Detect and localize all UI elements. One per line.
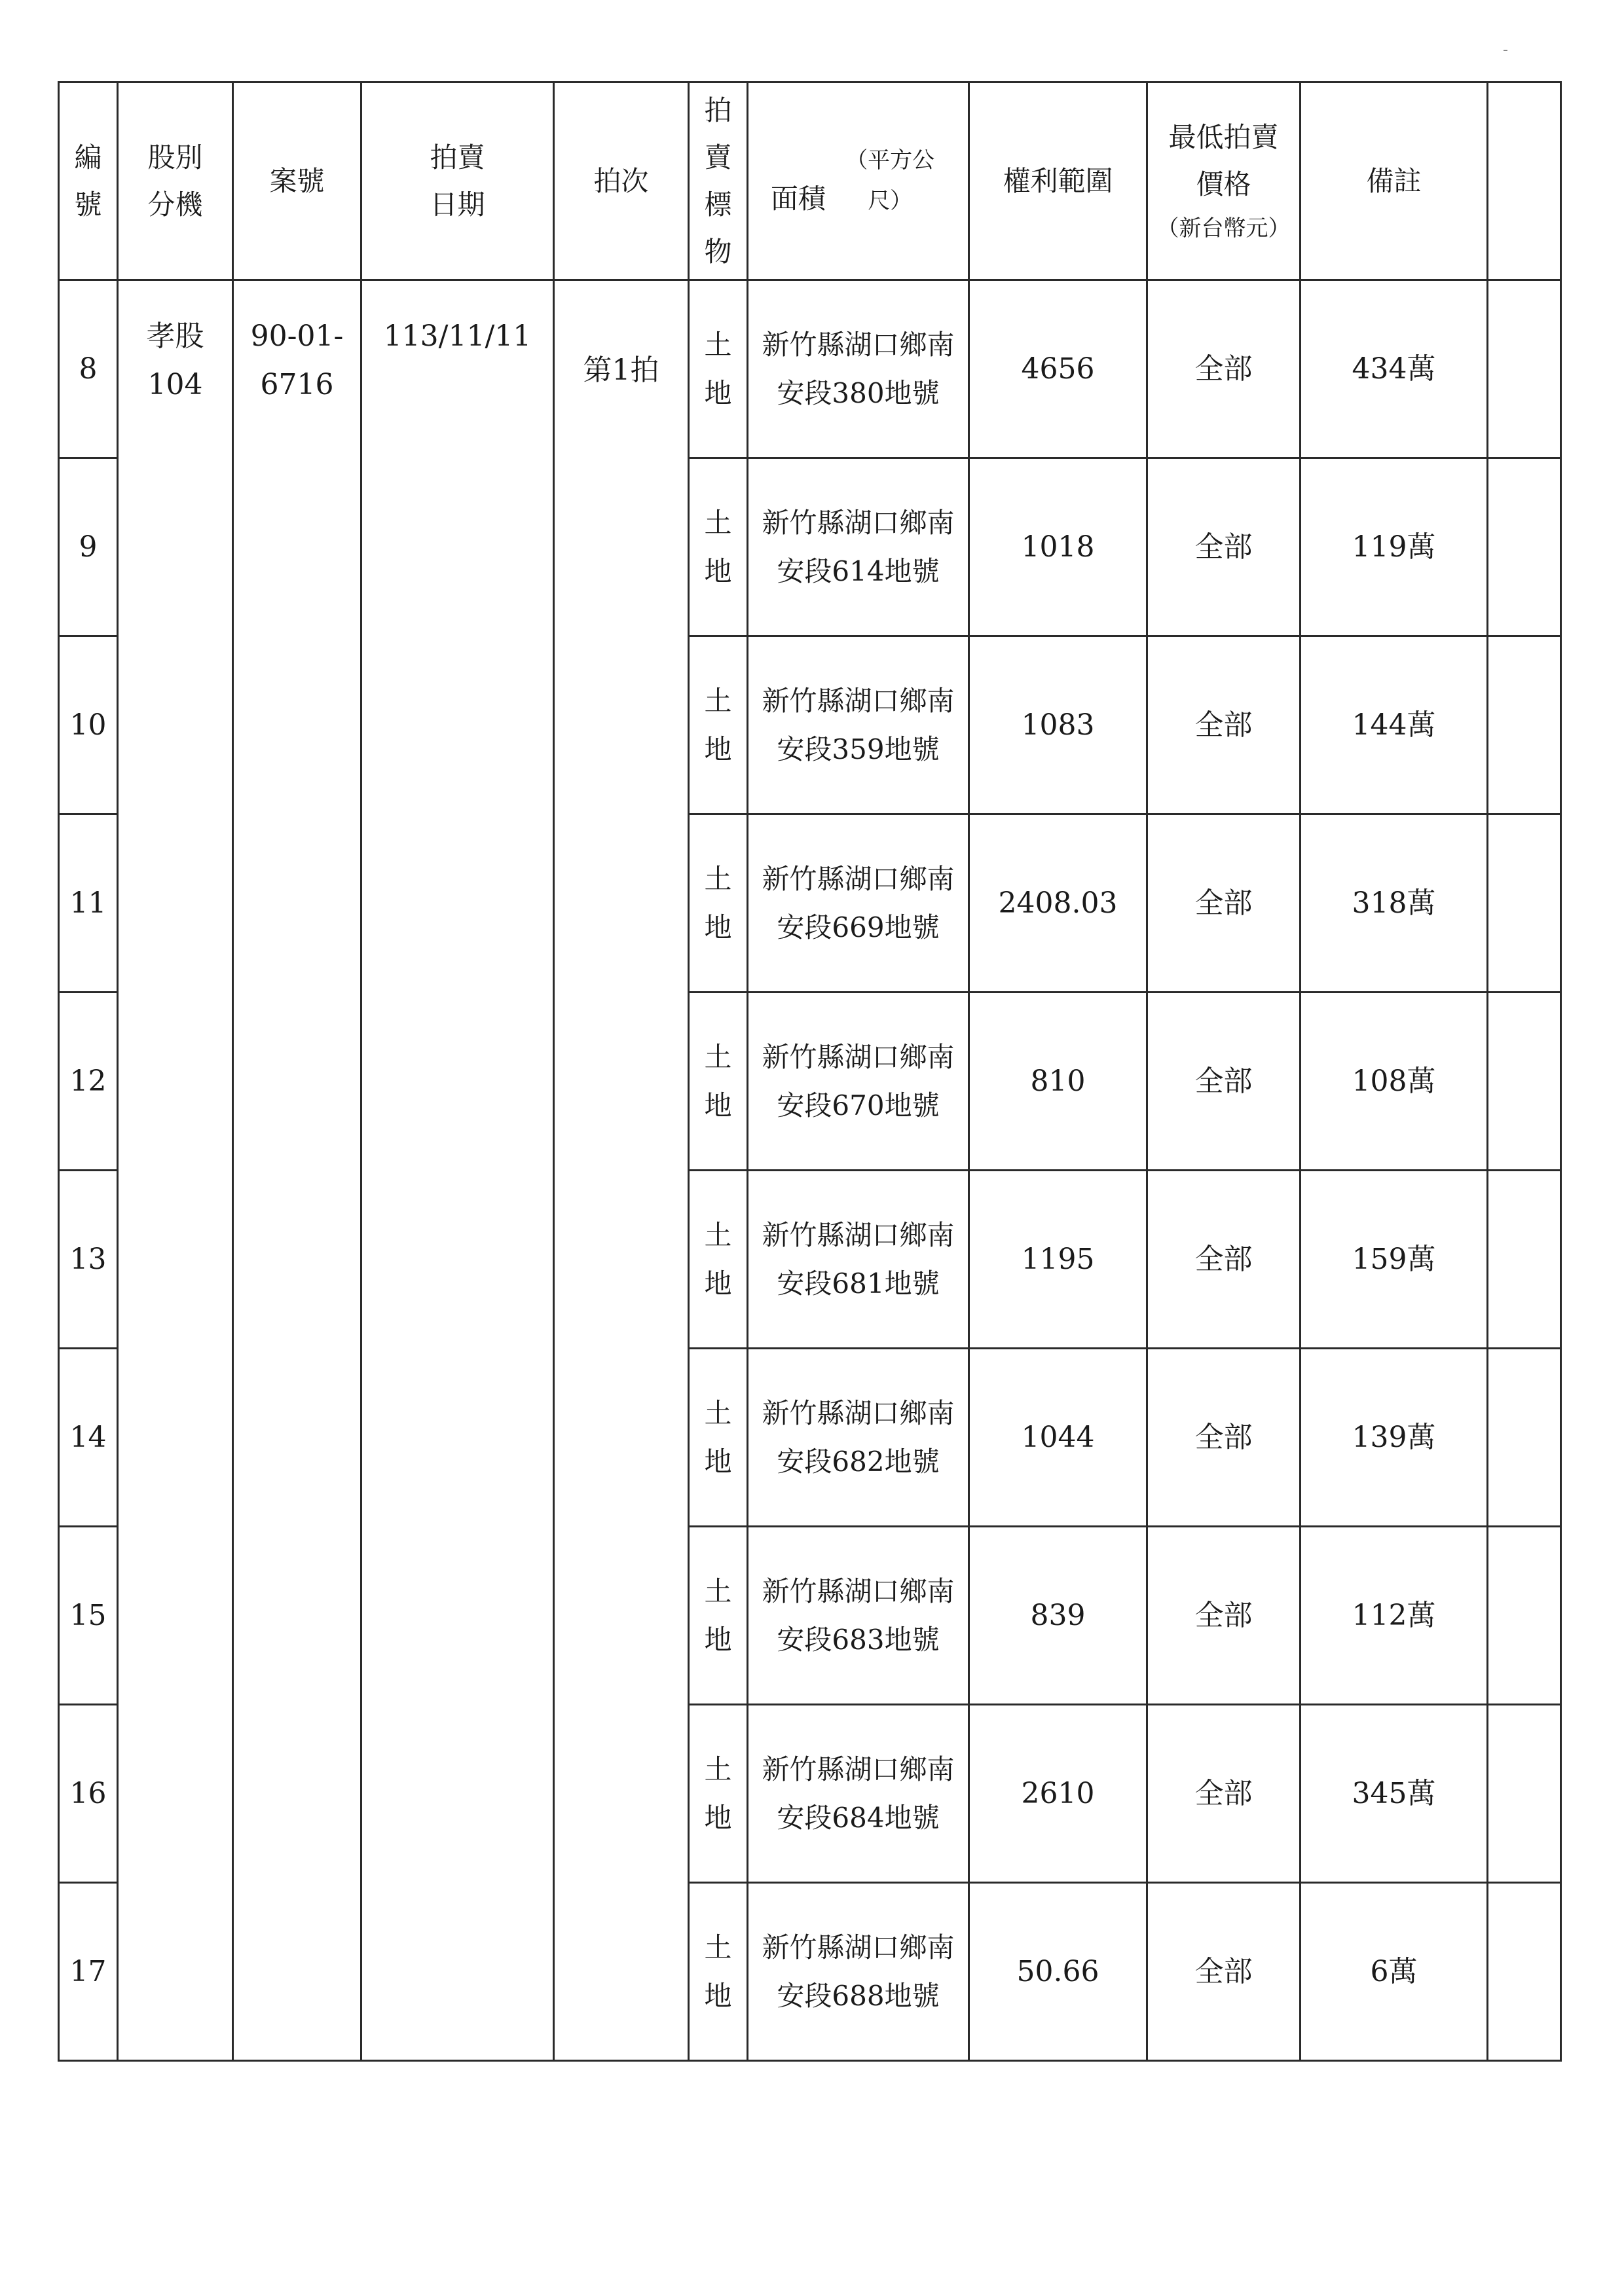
cell-location: 新竹縣湖口鄉南安段681地號 [748, 1171, 969, 1349]
cell-extra [1488, 1705, 1561, 1883]
cell-no: 9 [59, 458, 118, 636]
cell-rights: 全部 [1147, 636, 1301, 814]
cell-object: 土地 [689, 1527, 748, 1705]
cell-extra [1488, 1171, 1561, 1349]
cell-area: 1044 [969, 1349, 1147, 1527]
cell-location: 新竹縣湖口鄉南安段682地號 [748, 1349, 969, 1527]
cell-area: 839 [969, 1527, 1147, 1705]
cell-object: 土地 [689, 1705, 748, 1883]
cell-object: 土地 [689, 636, 748, 814]
cell-no: 16 [59, 1705, 118, 1883]
cell-location: 新竹縣湖口鄉南安段359地號 [748, 636, 969, 814]
cell-area: 50.66 [969, 1883, 1147, 2061]
cell-no: 15 [59, 1527, 118, 1705]
cell-extra [1488, 1349, 1561, 1527]
cell-no: 10 [59, 636, 118, 814]
cell-no: 11 [59, 814, 118, 993]
cell-rights: 全部 [1147, 1171, 1301, 1349]
cell-price: 318萬 [1301, 814, 1488, 993]
cell-extra [1488, 458, 1561, 636]
cell-area: 810 [969, 993, 1147, 1171]
scan-speck [1504, 50, 1507, 51]
cell-date: 113/11/11 [361, 280, 554, 2061]
cell-extra [1488, 1527, 1561, 1705]
cell-location: 新竹縣湖口鄉南安段614地號 [748, 458, 969, 636]
cell-area: 1018 [969, 458, 1147, 636]
cell-no: 17 [59, 1883, 118, 2061]
cell-price: 139萬 [1301, 1349, 1488, 1527]
header-object: 拍賣標物 [689, 82, 748, 280]
cell-object: 土地 [689, 1883, 748, 2061]
cell-extra [1488, 814, 1561, 993]
cell-price: 434萬 [1301, 280, 1488, 458]
cell-no: 12 [59, 993, 118, 1171]
header-date: 拍賣日期 [361, 82, 554, 280]
cell-area: 4656 [969, 280, 1147, 458]
cell-rights: 全部 [1147, 993, 1301, 1171]
cell-price: 6萬 [1301, 1883, 1488, 2061]
auction-sheet [58, 81, 1562, 2062]
cell-unit: 孝股104 [118, 280, 233, 2061]
cell-case-no: 90-01-6716 [233, 280, 361, 2061]
header-row [59, 82, 1561, 280]
cell-area: 2408.03 [969, 814, 1147, 993]
cell-price: 159萬 [1301, 1171, 1488, 1349]
cell-location: 新竹縣湖口鄉南安段669地號 [748, 814, 969, 993]
cell-rights: 全部 [1147, 1527, 1301, 1705]
cell-rights: 全部 [1147, 814, 1301, 993]
header-area-unit: （平方公尺） [845, 147, 935, 214]
cell-rights: 全部 [1147, 1349, 1301, 1527]
header-min-price [1147, 82, 1301, 280]
cell-price: 144萬 [1301, 636, 1488, 814]
cell-no: 8 [59, 280, 118, 458]
header-no: 編號 [59, 82, 118, 280]
cell-location: 新竹縣湖口鄉南安段683地號 [748, 1527, 969, 1705]
cell-object: 土地 [689, 458, 748, 636]
cell-rights: 全部 [1147, 1705, 1301, 1883]
header-area [748, 82, 969, 280]
table-row [59, 280, 1561, 458]
cell-object: 土地 [689, 993, 748, 1171]
header-extra [1488, 82, 1561, 280]
cell-price: 108萬 [1301, 993, 1488, 1171]
header-rights: 權利範圍 [969, 82, 1147, 280]
cell-object: 土地 [689, 814, 748, 993]
header-case-no: 案號 [233, 82, 361, 280]
auction-table [58, 81, 1562, 2062]
cell-price: 345萬 [1301, 1705, 1488, 1883]
cell-price: 112萬 [1301, 1527, 1488, 1705]
cell-object: 土地 [689, 1349, 748, 1527]
cell-rights: 全部 [1147, 1883, 1301, 2061]
cell-location: 新竹縣湖口鄉南安段670地號 [748, 993, 969, 1171]
header-remark: 備註 [1301, 82, 1488, 280]
cell-price: 119萬 [1301, 458, 1488, 636]
header-area-title: 面積 [770, 182, 826, 215]
cell-rights: 全部 [1147, 458, 1301, 636]
cell-extra [1488, 993, 1561, 1171]
cell-area: 1083 [969, 636, 1147, 814]
cell-location: 新竹縣湖口鄉南安段688地號 [748, 1883, 969, 2061]
cell-extra [1488, 636, 1561, 814]
cell-extra [1488, 280, 1561, 458]
cell-location: 新竹縣湖口鄉南安段380地號 [748, 280, 969, 458]
header-round: 拍次 [554, 82, 689, 280]
cell-location: 新竹縣湖口鄉南安段684地號 [748, 1705, 969, 1883]
cell-area: 1195 [969, 1171, 1147, 1349]
cell-area: 2610 [969, 1705, 1147, 1883]
cell-rights: 全部 [1147, 280, 1301, 458]
cell-round: 第1拍 [554, 280, 689, 2061]
cell-object: 土地 [689, 280, 748, 458]
cell-no: 13 [59, 1171, 118, 1349]
cell-no: 14 [59, 1349, 118, 1527]
header-unit: 股別分機 [118, 82, 233, 280]
cell-object: 土地 [689, 1171, 748, 1349]
header-min-price-title: 最低拍賣價格 [1168, 120, 1279, 200]
cell-extra [1488, 1883, 1561, 2061]
header-min-price-unit: （新台幣元） [1156, 215, 1291, 242]
